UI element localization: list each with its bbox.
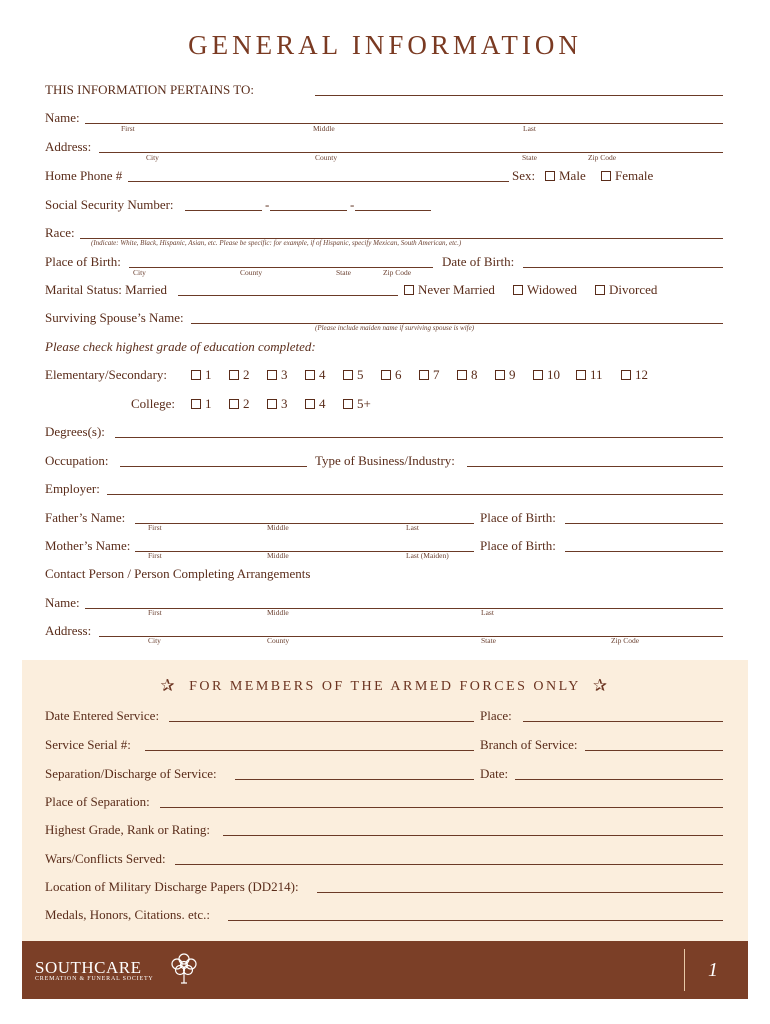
contact-address-row	[45, 623, 723, 643]
male-checkbox[interactable]	[545, 171, 555, 181]
mother-pob-field[interactable]	[565, 551, 723, 552]
college-grade-checkbox[interactable]	[343, 399, 353, 409]
college-grade-checkbox[interactable]	[191, 399, 201, 409]
elem-grade-5[interactable]	[343, 367, 364, 383]
name-label: Name:	[45, 110, 80, 125]
business-label: Type of Business/Industry:	[315, 453, 455, 468]
contact-first-caption: First	[148, 608, 162, 617]
elem-grade-checkbox[interactable]	[621, 370, 631, 380]
contact-name-row	[45, 595, 723, 615]
birth-row	[45, 254, 723, 277]
father-pob-label: Place of Birth:	[480, 510, 556, 525]
elem-grade-label: 5	[357, 367, 364, 382]
elem-grade-6[interactable]	[381, 367, 402, 383]
serial-field[interactable]	[145, 750, 474, 751]
father-label: Father’s Name:	[45, 510, 126, 525]
serial-row	[45, 737, 723, 757]
marital-field[interactable]	[178, 295, 398, 296]
college-grade-label: 3	[281, 396, 288, 411]
employer-field[interactable]	[107, 494, 723, 495]
pob-label: Place of Birth:	[45, 254, 121, 269]
elementary-label: Elementary/Secondary:	[45, 367, 168, 382]
race-row	[45, 225, 723, 245]
medals-row	[45, 907, 723, 927]
elem-grade-8[interactable]	[457, 367, 478, 383]
elem-grade-label: 3	[281, 367, 288, 382]
elem-grade-11[interactable]	[576, 367, 603, 383]
mother-label: Mother’s Name:	[45, 538, 131, 553]
never-married-checkbox[interactable]	[404, 285, 414, 295]
rank-field[interactable]	[223, 835, 723, 836]
female-option[interactable]	[601, 168, 653, 184]
serial-label: Service Serial #:	[45, 737, 131, 752]
college-grade-4[interactable]	[305, 396, 326, 412]
elem-grade-checkbox[interactable]	[495, 370, 505, 380]
branch-field[interactable]	[585, 750, 723, 751]
separation-label: Separation/Discharge of Service:	[45, 766, 217, 781]
elem-grade-9[interactable]	[495, 367, 516, 383]
divorced-label: Divorced	[609, 282, 658, 297]
name-row	[45, 110, 723, 133]
place-separation-label: Place of Separation:	[45, 794, 150, 809]
place-label: Place:	[480, 708, 512, 723]
employer-row	[45, 481, 723, 501]
widowed-checkbox[interactable]	[513, 285, 523, 295]
pob-city-caption: City	[133, 268, 146, 277]
elem-grade-label: 6	[395, 367, 402, 382]
name-first-caption: First	[121, 124, 135, 133]
female-checkbox[interactable]	[601, 171, 611, 181]
degrees-row	[45, 424, 723, 444]
address-state-caption: State	[522, 153, 537, 162]
mother-last-caption: Last (Maiden)	[406, 551, 449, 560]
elem-grade-label: 4	[319, 367, 326, 382]
medals-field[interactable]	[228, 920, 723, 921]
medals-label: Medals, Honors, Citations. etc.:	[45, 907, 211, 922]
college-grade-label: 1	[205, 396, 212, 411]
elem-grade-checkbox[interactable]	[381, 370, 391, 380]
college-grade-checkbox[interactable]	[305, 399, 315, 409]
employer-label: Employer:	[45, 481, 100, 496]
papers-field[interactable]	[317, 892, 723, 893]
tree-icon	[169, 952, 199, 986]
contact-state-caption: State	[481, 636, 496, 645]
race-label: Race:	[45, 225, 75, 240]
elem-grade-label: 9	[509, 367, 516, 382]
wars-field[interactable]	[175, 864, 723, 865]
mother-middle-caption: Middle	[267, 551, 289, 560]
occupation-row	[45, 453, 723, 473]
address-label: Address:	[45, 139, 92, 154]
father-name-field[interactable]	[135, 523, 474, 524]
college-grade-checkbox[interactable]	[229, 399, 239, 409]
branch-label: Branch of Service:	[480, 737, 578, 752]
wars-label: Wars/Conflicts Served:	[45, 851, 166, 866]
address-city-caption: City	[146, 153, 159, 162]
star-icon: ✰	[160, 676, 178, 695]
date-entered-label: Date Entered Service:	[45, 708, 160, 723]
ssn-dash-2: -	[350, 197, 355, 212]
star-icon: ✰	[592, 676, 610, 695]
college-grade-1[interactable]	[191, 396, 212, 412]
elem-grade-4[interactable]	[305, 367, 326, 383]
sex-label: Sex:	[512, 168, 536, 183]
contact-heading-row	[45, 566, 723, 586]
page-number: 1	[708, 959, 718, 981]
contact-zip-caption: Zip Code	[611, 636, 640, 645]
elem-grade-label: 11	[590, 367, 603, 382]
elem-grade-checkbox[interactable]	[267, 370, 277, 380]
phone-row	[45, 168, 723, 188]
logo-tagline: CREMATION & FUNERAL SOCIETY	[35, 976, 154, 982]
southcare-logo	[35, 958, 154, 982]
papers-label: Location of Military Discharge Papers (DD214):	[45, 879, 299, 894]
pertains-field[interactable]	[315, 95, 723, 96]
dob-label: Date of Birth:	[442, 254, 515, 269]
address-field[interactable]	[99, 152, 723, 153]
college-grade-3[interactable]	[267, 396, 288, 412]
elem-grade-label: 12	[635, 367, 648, 382]
elem-grade-checkbox[interactable]	[343, 370, 353, 380]
date-entered-row	[45, 708, 723, 728]
elem-grade-label: 7	[433, 367, 440, 382]
footer-divider	[684, 949, 685, 991]
father-row	[45, 510, 723, 530]
ssn-dash-1: -	[265, 197, 270, 212]
logo-brand: SOUTHCARE	[35, 958, 142, 977]
contact-middle-caption: Middle	[267, 608, 289, 617]
armed-forces-heading: FOR MEMBERS OF THE ARMED FORCES ONLY	[189, 679, 581, 694]
elem-grade-label: 10	[547, 367, 560, 382]
rank-label: Highest Grade, Rank or Rating:	[45, 822, 210, 837]
elem-grade-2[interactable]	[229, 367, 250, 383]
contact-last-caption: Last	[481, 608, 494, 617]
elem-grade-checkbox[interactable]	[419, 370, 429, 380]
never-married-option[interactable]	[404, 282, 495, 298]
armed-forces-title	[22, 676, 748, 696]
dob-field[interactable]	[523, 267, 723, 268]
father-pob-field[interactable]	[565, 523, 723, 524]
separation-field[interactable]	[235, 779, 474, 780]
elem-grade-1[interactable]	[191, 367, 212, 383]
phone-label: Home Phone #	[45, 168, 123, 183]
mother-pob-label: Place of Birth:	[480, 538, 556, 553]
marital-label: Marital Status: Married	[45, 282, 168, 297]
college-label: College:	[131, 396, 176, 411]
elem-grade-checkbox[interactable]	[191, 370, 201, 380]
spouse-label: Surviving Spouse’s Name:	[45, 310, 184, 325]
rank-row	[45, 822, 723, 842]
contact-heading: Contact Person / Person Completing Arrangements	[45, 566, 311, 581]
pob-county-caption: County	[240, 268, 263, 277]
address-county-caption: County	[315, 153, 338, 162]
college-grade-label: 5+	[357, 396, 371, 411]
elem-grade-label: 1	[205, 367, 212, 382]
college-grade-5plus[interactable]	[343, 396, 371, 412]
date-field[interactable]	[515, 779, 723, 780]
college-row	[45, 396, 723, 416]
male-label: Male	[559, 168, 586, 183]
wars-row	[45, 851, 723, 871]
divorced-checkbox[interactable]	[595, 285, 605, 295]
pob-state-caption: State	[336, 268, 351, 277]
father-first-caption: First	[148, 523, 162, 532]
occupation-label: Occupation:	[45, 453, 109, 468]
elem-grade-3[interactable]	[267, 367, 288, 383]
occupation-field[interactable]	[120, 466, 307, 467]
elem-grade-checkbox[interactable]	[576, 370, 586, 380]
business-field[interactable]	[467, 466, 723, 467]
page-title: GENERAL INFORMATION	[188, 30, 582, 60]
name-middle-caption: Middle	[313, 124, 335, 133]
elementary-row	[45, 367, 723, 387]
ssn-label: Social Security Number:	[45, 197, 174, 212]
name-last-caption: Last	[523, 124, 536, 133]
ssn-part2-field[interactable]	[270, 210, 347, 211]
widowed-label: Widowed	[527, 282, 578, 297]
pob-zip-caption: Zip Code	[383, 268, 412, 277]
elem-grade-12[interactable]	[621, 367, 648, 383]
address-zip-caption: Zip Code	[588, 153, 617, 162]
divorced-option[interactable]	[595, 282, 657, 298]
contact-county-caption: County	[267, 636, 290, 645]
ssn-part1-field[interactable]	[185, 210, 262, 211]
elem-grade-checkbox[interactable]	[305, 370, 315, 380]
date-entered-field[interactable]	[169, 721, 474, 722]
papers-row	[45, 879, 723, 899]
date-label: Date:	[480, 766, 509, 781]
mother-first-caption: First	[148, 551, 162, 560]
ssn-part3-field[interactable]	[355, 210, 431, 211]
pertains-row	[45, 82, 723, 102]
phone-field[interactable]	[128, 181, 509, 182]
separation-row	[45, 766, 723, 786]
never-married-label: Never Married	[418, 282, 495, 297]
father-last-caption: Last	[406, 523, 419, 532]
female-label: Female	[615, 168, 654, 183]
college-grade-2[interactable]	[229, 396, 250, 412]
elem-grade-7[interactable]	[419, 367, 440, 383]
elem-grade-10[interactable]	[533, 367, 560, 383]
widowed-option[interactable]	[513, 282, 577, 298]
mother-row	[45, 538, 723, 558]
elem-grade-checkbox[interactable]	[229, 370, 239, 380]
college-grade-label: 4	[319, 396, 326, 411]
address-row	[45, 139, 723, 162]
spouse-hint: (Please include maiden name if surviving spouse is wife)	[315, 324, 475, 332]
place-separation-row	[45, 794, 723, 814]
college-grade-label: 2	[243, 396, 250, 411]
footer-bar	[22, 941, 748, 999]
contact-city-caption: City	[148, 636, 161, 645]
race-hint: (Indicate: White, Black, Hispanic, Asian, etc. Please be specific: for example, if of Hispanic, specify Mexican, South American, etc.)	[91, 239, 462, 247]
male-option[interactable]	[545, 168, 586, 184]
degrees-label: Degrees(s):	[45, 424, 105, 439]
place-separation-field[interactable]	[160, 807, 723, 808]
father-middle-caption: Middle	[267, 523, 289, 532]
spouse-row	[45, 310, 723, 330]
college-grade-checkbox[interactable]	[267, 399, 277, 409]
elem-grade-label: 2	[243, 367, 250, 382]
contact-name-label: Name:	[45, 595, 80, 610]
elem-grade-checkbox[interactable]	[533, 370, 543, 380]
contact-address-label: Address:	[45, 623, 92, 638]
ssn-row	[45, 197, 723, 217]
elem-grade-label: 8	[471, 367, 478, 382]
contact-name-field[interactable]	[85, 608, 723, 609]
name-field[interactable]	[85, 123, 723, 124]
education-prompt-row	[45, 339, 723, 359]
marital-row	[45, 282, 723, 302]
pertains-label: THIS INFORMATION PERTAINS TO:	[45, 82, 254, 97]
degrees-field[interactable]	[115, 437, 723, 438]
education-prompt: Please check highest grade of education completed:	[45, 339, 316, 354]
place-field[interactable]	[523, 721, 723, 722]
elem-grade-checkbox[interactable]	[457, 370, 467, 380]
